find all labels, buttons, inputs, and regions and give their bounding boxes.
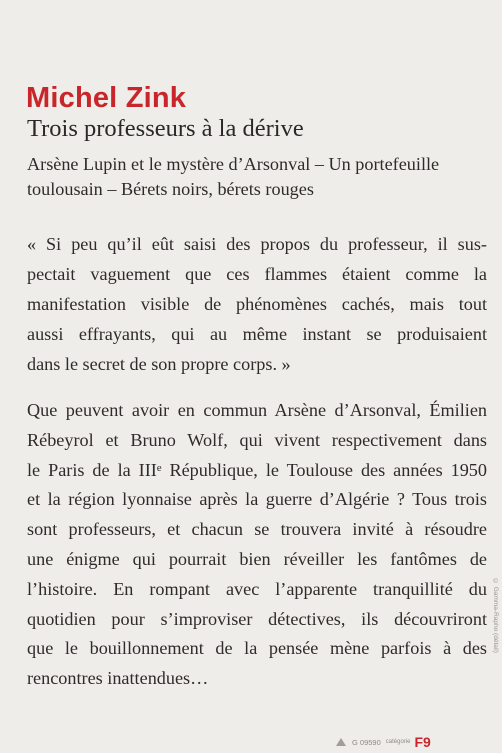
book-title: Trois professeurs à la dérive — [27, 115, 304, 142]
category-label: catégorie — [385, 739, 411, 745]
subtitle-line: toulousain – Bérets noirs, bérets rouges — [27, 179, 314, 199]
synopsis-line: rencontres inattendues… — [27, 668, 209, 689]
quote-line: pectait vaguement que ces flammes étaient comme la — [27, 264, 487, 284]
photo-credit: © Gamma-Rapho (détail) — [492, 578, 499, 653]
quote-line: manifestation visible de phénomènes cachés, mais tout — [27, 294, 487, 314]
quote-line: « Si peu qu’il eût saisi des propos du professeur, il sus- — [27, 234, 487, 254]
book-subtitle — [27, 152, 497, 202]
subtitle-line: Arsène Lupin et le mystère d’Arsonval – Un portefeuille — [27, 154, 440, 174]
synopsis-line: et la région lyonnaise après la guerre d’Algérie ? Tous trois — [27, 489, 487, 510]
synopsis-line: une énigme qui pourrait bien réveiller les fantômes de — [27, 548, 487, 569]
synopsis-line: l’histoire. En rompant avec l’apparente tranquillité du — [27, 578, 487, 599]
synopsis-line: que le bouillonnement de la pensée mène parfois à des — [27, 638, 487, 659]
quote-line: dans le secret de son propre corps. » — [27, 354, 291, 374]
category-code: F9 — [414, 734, 431, 750]
synopsis-line: Que peuvent avoir en commun Arsène d’Arsonval, Émilien — [27, 400, 487, 420]
author-name: Michel Zink — [26, 82, 187, 114]
quote-line: aussi effrayants, qui au même instant se produisaient — [27, 324, 487, 344]
synopsis-line: Rébeyrol et Bruno Wolf, qui vivent respectivement dans — [27, 429, 487, 450]
product-code: G 09590 — [352, 737, 381, 747]
synopsis — [27, 396, 487, 694]
synopsis-line: sont professeurs, et chacun se trouvera invité à résoudre — [27, 519, 487, 540]
synopsis-line: le Paris de la IIIᵉ République, le Toulouse des années 1950 — [27, 459, 487, 480]
synopsis-line: quotidien pour s’improviser détectives, ils découvriront — [27, 608, 487, 629]
triangle-logo-icon — [336, 738, 346, 746]
excerpt-quote — [27, 229, 487, 379]
cover-footer — [336, 733, 431, 751]
